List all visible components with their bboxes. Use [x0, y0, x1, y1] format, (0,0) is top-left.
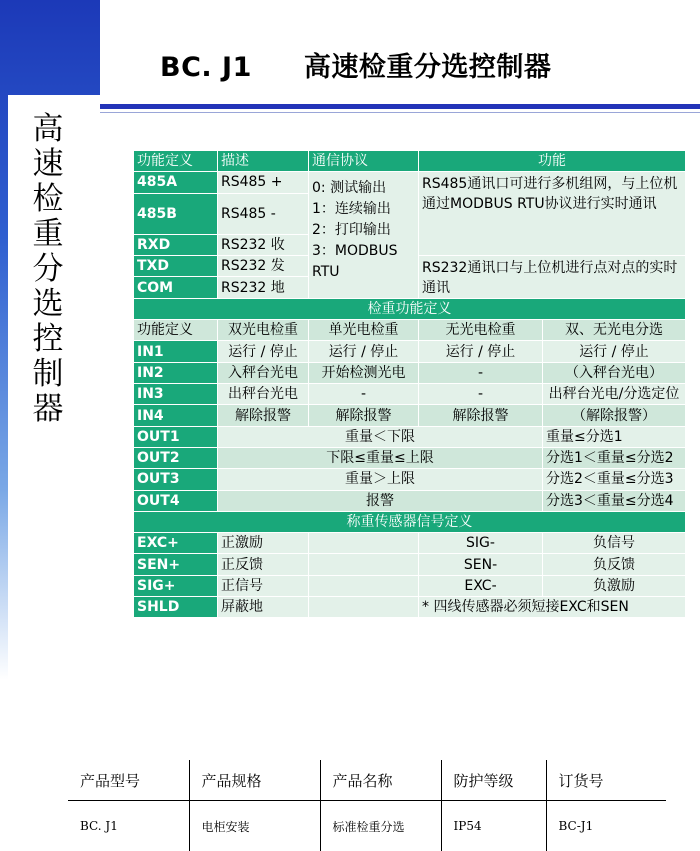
- sensor-note: * 四线传感器必须短接EXC和SEN: [419, 597, 686, 618]
- table-row: [134, 384, 686, 405]
- table-row: [68, 760, 666, 801]
- table-row: [134, 426, 686, 447]
- vertical-title-char: 控: [28, 322, 68, 357]
- section-header: 称重传感器信号定义: [134, 511, 686, 532]
- table-header: 通信协议: [309, 151, 419, 172]
- table-cell: 下限≤重量≤上限: [218, 447, 543, 468]
- vertical-title: [28, 112, 68, 427]
- table-cell-empty: [309, 533, 419, 554]
- table-cell: 运行 / 停止: [543, 341, 686, 362]
- info-value: 电柜安装: [189, 801, 320, 851]
- table-cell: -: [309, 384, 419, 405]
- rs485-function: RS485通讯口可进行多机组网，与上位机通过MODBUS RTU协议进行实时通讯: [419, 172, 686, 256]
- page-title: [160, 45, 551, 84]
- table-cell: 运行 / 停止: [309, 341, 419, 362]
- rs232-function: RS232通讯口与上位机进行点对点的实时通讯: [419, 255, 686, 298]
- pin-label: IN4: [134, 405, 218, 426]
- table-header: 无光电检重: [419, 320, 543, 341]
- table-cell: 负反馈: [543, 554, 686, 575]
- table-cell: 开始检测光电: [309, 362, 419, 383]
- table-cell: 运行 / 停止: [218, 341, 309, 362]
- table-row: [134, 362, 686, 383]
- table-cell: SEN-: [419, 554, 543, 575]
- table-cell: 运行 / 停止: [419, 341, 543, 362]
- table-cell: 重量≤分选1: [543, 426, 686, 447]
- table-row: [134, 469, 686, 490]
- pin-label: TXD: [134, 255, 218, 277]
- table-cell: 分选2＜重量≤分选3: [543, 469, 686, 490]
- table-cell: 负激励: [543, 575, 686, 596]
- table-row: [134, 575, 686, 596]
- table-header: 双、无光电分选: [543, 320, 686, 341]
- pin-desc: RS232 地: [218, 277, 309, 299]
- table-cell: 解除报警: [218, 405, 309, 426]
- table-row: [68, 801, 666, 851]
- spec-table: [133, 150, 686, 618]
- info-value: 标准检重分选: [320, 801, 441, 851]
- pin-label: RXD: [134, 234, 218, 255]
- table-row: [134, 490, 686, 511]
- vertical-title-char: 速: [28, 147, 68, 182]
- table-cell: 解除报警: [419, 405, 543, 426]
- table-row: [134, 405, 686, 426]
- product-title: 高速检重分选控制器: [304, 52, 552, 83]
- table-cell-empty: [309, 554, 419, 575]
- table-cell: 分选3＜重量≤分选4: [543, 490, 686, 511]
- table-row: [134, 597, 686, 618]
- table-cell: 屏蔽地: [218, 597, 309, 618]
- table-cell-empty: [309, 597, 419, 618]
- table-cell: -: [419, 384, 543, 405]
- vertical-title-char: 制: [28, 357, 68, 392]
- table-header: 描述: [218, 151, 309, 172]
- table-cell: 分选1＜重量≤分选2: [543, 447, 686, 468]
- vertical-title-char: 器: [28, 392, 68, 427]
- table-cell: EXC-: [419, 575, 543, 596]
- table-cell: 正反馈: [218, 554, 309, 575]
- table-cell: 重量＜下限: [218, 426, 543, 447]
- pin-label: OUT4: [134, 490, 218, 511]
- pin-label: OUT2: [134, 447, 218, 468]
- pin-label: OUT1: [134, 426, 218, 447]
- table-row: [134, 341, 686, 362]
- pin-label: SIG+: [134, 575, 218, 596]
- table-cell-empty: [309, 575, 419, 596]
- vertical-title-char: 重: [28, 217, 68, 252]
- info-value: BC-J1: [546, 801, 666, 851]
- pin-label: SEN+: [134, 554, 218, 575]
- info-header: 产品规格: [189, 760, 320, 801]
- table-header: 单光电检重: [309, 320, 419, 341]
- table-cell: 出秤台光电: [218, 384, 309, 405]
- table-cell: 报警: [218, 490, 543, 511]
- table-header: 双光电检重: [218, 320, 309, 341]
- pin-label: OUT3: [134, 469, 218, 490]
- pin-label: COM: [134, 277, 218, 299]
- table-row: [134, 554, 686, 575]
- pin-desc: RS232 发: [218, 255, 309, 277]
- table-cell: 正激励: [218, 533, 309, 554]
- info-value: BC. J1: [68, 801, 189, 851]
- product-info-table: [68, 760, 666, 851]
- title-rule: [100, 104, 700, 109]
- vertical-title-char: 高: [28, 112, 68, 147]
- table-cell: 正信号: [218, 575, 309, 596]
- table-cell: 解除报警: [309, 405, 419, 426]
- protocol-list: 0: 测试输出 1：连续输出 2：打印输出 3：MODBUS RTU: [309, 172, 419, 299]
- pin-label: IN1: [134, 341, 218, 362]
- vertical-title-char: 检: [28, 182, 68, 217]
- table-row: [134, 511, 686, 532]
- pin-desc: RS485 -: [218, 193, 309, 234]
- title-rule-thin: [100, 112, 700, 113]
- pin-label: SHLD: [134, 597, 218, 618]
- info-header: 防护等级: [441, 760, 546, 801]
- pin-label: 485B: [134, 193, 218, 234]
- table-cell: 出秤台光电/分选定位: [543, 384, 686, 405]
- table-row: [134, 151, 686, 172]
- info-header: 产品名称: [320, 760, 441, 801]
- table-cell: SIG-: [419, 533, 543, 554]
- table-row: [134, 447, 686, 468]
- pin-desc: RS232 收: [218, 234, 309, 255]
- table-cell: 重量＞上限: [218, 469, 543, 490]
- table-cell: 负信号: [543, 533, 686, 554]
- pin-desc: RS485 +: [218, 172, 309, 193]
- info-header: 产品型号: [68, 760, 189, 801]
- table-header: 功能定义: [134, 151, 218, 172]
- table-cell: -: [419, 362, 543, 383]
- table-row: [134, 298, 686, 319]
- table-cell: 入秤台光电: [218, 362, 309, 383]
- pin-label: IN2: [134, 362, 218, 383]
- table-cell: （入秤台光电）: [543, 362, 686, 383]
- info-value: IP54: [441, 801, 546, 851]
- table-row: [134, 172, 686, 193]
- vertical-title-char: 分: [28, 252, 68, 287]
- info-header: 订货号: [546, 760, 666, 801]
- table-header: 功能定义: [134, 320, 218, 341]
- table-cell: （解除报警）: [543, 405, 686, 426]
- table-header: 功能: [419, 151, 686, 172]
- product-code: BC. J1: [160, 52, 252, 83]
- section-header: 检重功能定义: [134, 298, 686, 319]
- vertical-title-char: 选: [28, 287, 68, 322]
- table-row: [134, 533, 686, 554]
- pin-label: IN3: [134, 384, 218, 405]
- pin-label: 485A: [134, 172, 218, 193]
- pin-label: EXC+: [134, 533, 218, 554]
- table-row: [134, 320, 686, 341]
